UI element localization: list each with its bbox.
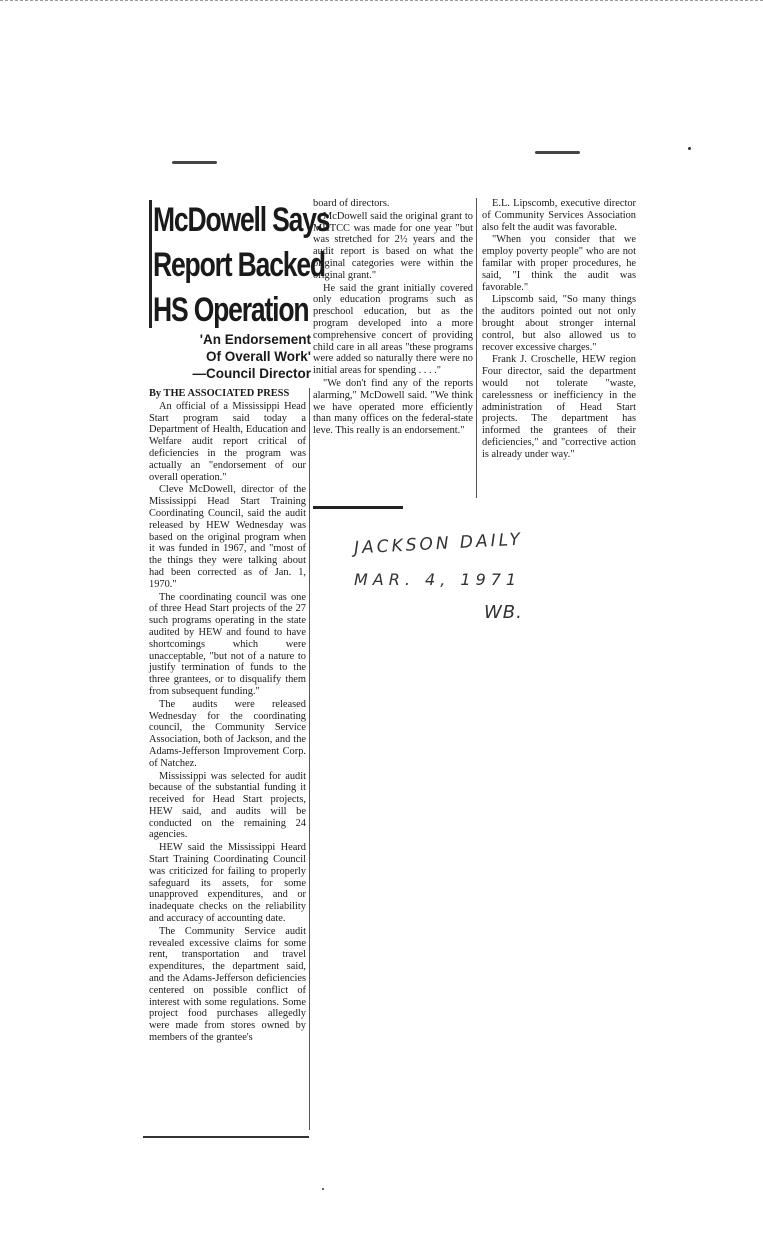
- headline: [153, 198, 330, 333]
- subhead-line: Of Overall Work': [206, 349, 311, 364]
- handwritten-source-note: [352, 529, 552, 632]
- paragraph: "When you consider that we employ poverty people" who are not familar with proper procedures, he said, "I think the audit was favorable.": [482, 234, 636, 293]
- subheadline: [171, 331, 311, 382]
- handwritten-newspaper-name: JACKSON DAILY: [353, 529, 524, 559]
- paragraph: Mississippi was selected for audit because of the substantial funding it received for Head Start projects, HEW said, and audits will be conducted on the remaining 24 agencies.: [149, 770, 306, 841]
- pencil-mark: [172, 161, 217, 164]
- subhead-line: —Council Director: [192, 366, 311, 381]
- paragraph: The Community Service audit revealed excessive claims for some rent, transportation and travel expenditures, the department said, and the Adams-Jefferson deficiencies centered on possible conflict of interest with some regulations. Some project food purchases allegedly were made from stores owned by members of the grantee's: [149, 925, 306, 1044]
- handwritten-initials: WB.: [484, 602, 523, 623]
- paragraph: board of directors.: [313, 198, 390, 209]
- paragraph: Lipscomb said, "So many things the auditors pointed out not only brought about stronger internal control, but also allowed us to recover excessive charges.": [482, 294, 636, 353]
- subhead-line: 'An Endorsement: [199, 332, 311, 347]
- paragraph: The coordinating council was one of three Head Start projects of the 27 such programs operating in the state audited by HEW and found to have shortcomings which were unacceptable, "but not of a nature to justify termination of funds to the three grantees, or to disqualify them from subsequent funding.": [149, 591, 306, 697]
- paragraph: E.L. Lipscomb, executive director of Community Services Association also felt the audit was favorable.: [482, 198, 636, 233]
- headline-line: HS Operation: [153, 291, 309, 329]
- headline-line: McDowell Says: [153, 201, 330, 239]
- headline-line: Report Backed: [153, 246, 325, 284]
- newspaper-clipping: [143, 196, 641, 1146]
- page-speck: [688, 147, 691, 150]
- page-top-dashed-edge: [0, 0, 763, 1]
- paragraph: An official of a Mississippi Head Start program said today a Department of Health, Education and Welfare audit report critical of deficiencies in the program was actually an "endorsement of our overall operation.": [149, 400, 306, 483]
- paragraph: HEW said the Mississippi Heard Start Training Coordinating Council was criticized for failing to properly safeguard its assets, for some unapproved expenditures, and or inadequate checks on the reliability and accuracy of accounting date.: [149, 842, 306, 925]
- handwritten-date: MAR. 4, 1971: [354, 570, 522, 589]
- article-column-3: [482, 198, 636, 462]
- paragraph: McDowell said the original grant to MHTCC was made for one year "but was stretched for 2½ years and the audit report is based on what the original categories were within the original grant.": [313, 210, 473, 281]
- paragraph: The audits were released Wednesday for the coordinating council, the Community Service Association, both of Jackson, and the Adams-Jefferson Improvement Corp. of Natchez.: [149, 698, 306, 769]
- clipping-bottom-rule: [143, 1136, 309, 1138]
- pencil-mark: [535, 151, 580, 154]
- article-column-1: [149, 388, 310, 1130]
- paragraph: He said the grant initially covered only education programs such as preschool education, but as the program developed into a more comprehensive concert of providing child care in all areas "these programs were added so naturally there were no initial areas for spending . . . .": [313, 282, 473, 377]
- article-column-2: [313, 198, 477, 498]
- paragraph: "We don't find any of the reports alarming," McDowell said. "We think we have operated more efficiently than many offices on the federal-state leve. This really is an endorsement.": [313, 377, 473, 437]
- paragraph: Frank J. Croschelle, HEW region Four director, said the department would not tolerate "waste, carelessness or inefficiency in the administration of Head Start projects. The department has informed the grantees of their deficiencies," and "corrective action is already under way.": [482, 354, 636, 460]
- paragraph: Cleve McDowell, director of the Mississippi Head Start Training Coordinating Council, said the audit released by HEW Wednesday was based on the original program when it was funded in 1967, and "most of the things they were talking about had been corrected as of Jan. 1, 1970.": [149, 484, 306, 590]
- page-speck: [322, 1188, 324, 1190]
- column-end-rule: [313, 506, 403, 509]
- byline: By THE ASSOCIATED PRESS: [149, 388, 290, 399]
- headline-rule: [149, 200, 152, 328]
